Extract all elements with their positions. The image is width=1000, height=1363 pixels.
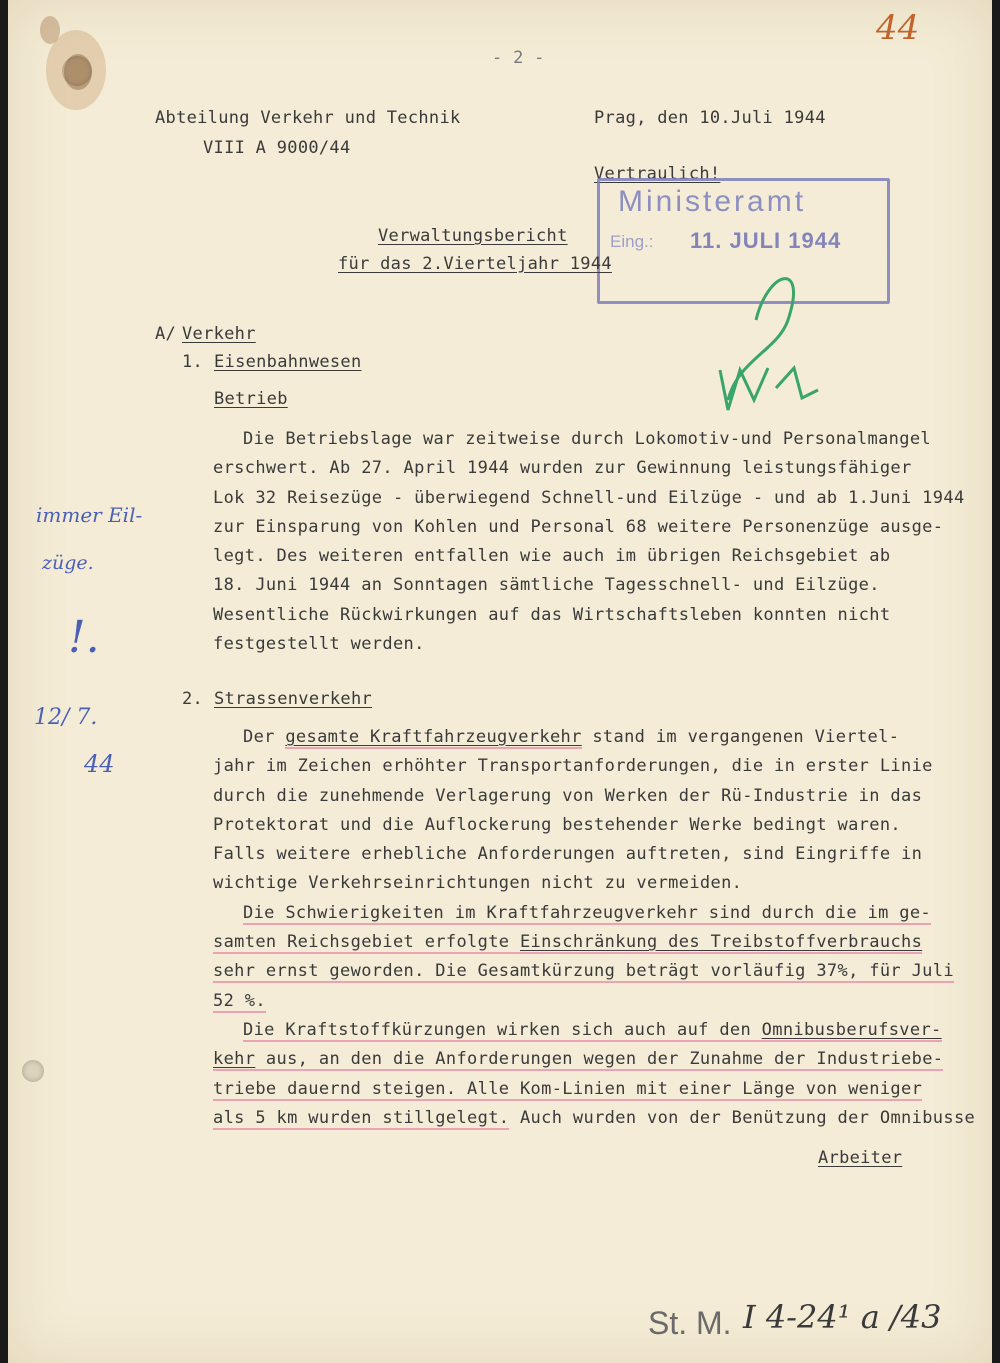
margin-note-line5: 44 xyxy=(84,750,115,778)
paragraph-line: legt. Des weiteren entfallen wie auch im übrigen Reichsgebiet ab xyxy=(213,546,891,567)
paragraph-line: Protektorat und die Auflockerung bestehender Werke bedingt waren. xyxy=(213,814,902,835)
section-2-heading: Strassenverkehr xyxy=(214,689,373,709)
margin-note-line1: immer Eil- xyxy=(36,503,143,527)
paragraph-line: wichtige Verkehrseinrichtungen nicht zu vermeiden. xyxy=(213,873,743,894)
report-title-line1: Verwaltungsbericht xyxy=(378,226,568,246)
paragraph-road-traffic xyxy=(213,723,976,1133)
paragraph-line: Die Betriebslage war zeitweise durch Lokomotiv-und Personalmangel xyxy=(243,429,932,449)
section-a-heading: Verkehr xyxy=(182,324,256,344)
punch-hole-bottom xyxy=(22,1060,44,1082)
department-name: Abteilung Verkehr und Technik xyxy=(155,108,461,128)
section-1-subheading: Betrieb xyxy=(214,389,288,409)
stamp-received-date: 11. JULI 1944 xyxy=(690,228,842,253)
green-signature xyxy=(698,250,858,430)
report-title-line2: für das 2.Vierteljahr 1944 xyxy=(338,254,612,274)
folio-number: 44 xyxy=(876,8,920,48)
paragraph-line: festgestellt werden. xyxy=(213,634,425,655)
paragraph-line xyxy=(213,987,953,1016)
stamp-received-label: Eing.: xyxy=(610,232,654,251)
highlighted-phrase: 52 %. xyxy=(213,990,266,1011)
rust-stain xyxy=(28,0,118,130)
paragraph-line: Lok 32 Reisezüge - überwiegend Schnell-und Eilzüge - und ab 1.Juni 1944 xyxy=(213,487,965,508)
paragraph-line xyxy=(213,1016,953,1045)
file-number: VIII A 9000/44 xyxy=(203,138,351,158)
paragraph-line xyxy=(213,723,953,752)
paragraph-line xyxy=(213,928,953,957)
highlighted-phrase: Die Schwierigkeiten im Kraftfahrzeugverkehr sind durch die im ge- xyxy=(243,902,932,923)
highlighted-phrase: triebe dauernd steigen. Alle Kom-Linien mit einer Länge von weniger xyxy=(213,1078,923,1099)
highlighted-phrase: Einschränkung des Treibstoffverbrauchs xyxy=(519,932,923,953)
page-number: - 2 - xyxy=(492,48,545,68)
highlighted-phrase: gesamte Kraftfahrzeugverkehr xyxy=(285,727,582,747)
paragraph-line: zur Einsparung von Kohlen und Personal 68 weitere Personenzüge ausge- xyxy=(213,516,944,537)
place-date: Prag, den 10.Juli 1944 xyxy=(594,108,826,128)
margin-note-line2: züge. xyxy=(42,552,94,574)
paragraph-line xyxy=(213,1045,953,1074)
highlighted-phrase: samten Reichsgebiet erfolgte xyxy=(213,932,520,953)
catchword: Arbeiter xyxy=(818,1148,903,1168)
confidential-mark: Vertraulich! xyxy=(594,164,721,184)
margin-note-line4: 12/ 7. xyxy=(34,705,98,730)
section-1-heading: Eisenbahnwesen xyxy=(214,352,362,372)
archive-stamp-prefix: St. M. xyxy=(648,1305,732,1341)
text-run: Auch wurden von der Benützung der Omnibusse xyxy=(509,1107,976,1128)
paragraph-line: durch die zunehmende Verlagerung von Werken der Rü-Industrie in das xyxy=(213,785,923,806)
text-run: Der xyxy=(243,727,286,747)
highlighted-phrase: aus, an den die Anforderungen wegen der Zunahme der Industriebe- xyxy=(255,1049,944,1070)
highlighted-phrase: als 5 km wurden stillgelegt. xyxy=(213,1107,510,1128)
document-page xyxy=(8,0,992,1363)
section-a-marker: A/ xyxy=(155,324,177,344)
paragraph-line: erschwert. Ab 27. April 1944 wurden zur Gewinnung leistungsfähiger xyxy=(213,458,912,479)
stamp-office: Ministeramt xyxy=(618,185,807,218)
paragraph-line: 18. Juni 1944 an Sonntagen sämtliche Tagesschnell- und Eilzüge. xyxy=(213,575,880,596)
section-1-number: 1. xyxy=(182,352,204,372)
paragraph-line xyxy=(213,899,953,928)
margin-note-line3: !. xyxy=(68,612,100,663)
paragraph-line xyxy=(213,1075,953,1104)
paragraph-line xyxy=(213,1104,976,1133)
section-2-number: 2. xyxy=(182,689,204,709)
paragraph-line: Wesentliche Rückwirkungen auf das Wirtschaftsleben konnten nicht xyxy=(213,604,891,625)
highlighted-phrase: kehr xyxy=(213,1049,256,1070)
paragraph-railway xyxy=(213,425,965,659)
highlighted-phrase: Die Kraftstoffkürzungen wirken sich auch auf den xyxy=(243,1019,762,1040)
paragraph-line: Falls weitere erhebliche Anforderungen auftreten, sind Eingriffe in xyxy=(213,844,923,865)
archive-reference: I 4-24¹ a /43 xyxy=(743,1298,942,1336)
paragraph-line: jahr im Zeichen erhöhter Transportanforderungen, die in erster Linie xyxy=(213,756,933,777)
highlighted-phrase: Omnibusberufsver- xyxy=(761,1019,942,1040)
text-run: stand im vergangenen Viertel- xyxy=(581,727,900,747)
highlighted-phrase: sehr ernst geworden. Die Gesamtkürzung beträgt vorläufig 37%, für Juli xyxy=(213,961,954,982)
paragraph-line xyxy=(213,957,953,986)
